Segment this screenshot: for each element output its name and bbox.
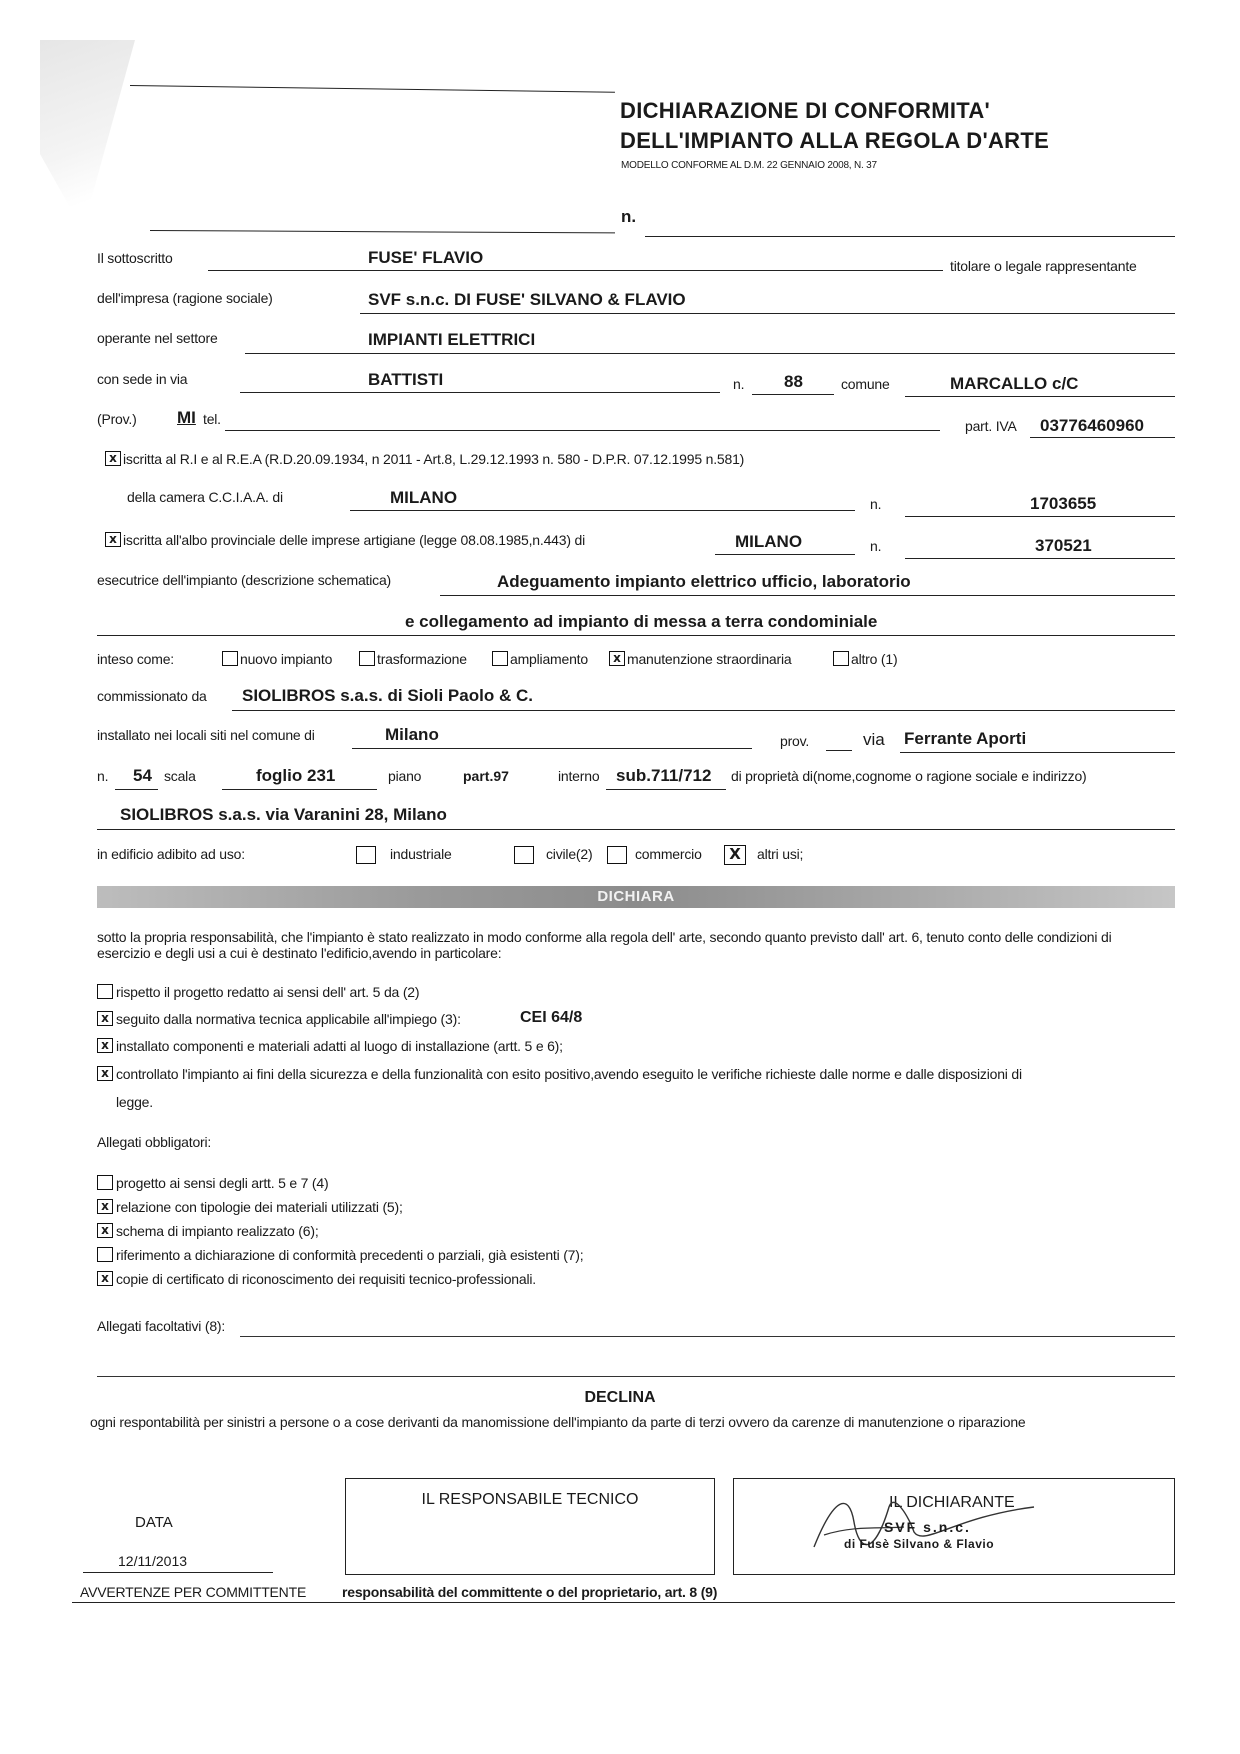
tel-label: tel. <box>203 411 221 427</box>
albo-n-line <box>905 558 1175 559</box>
impresa-line <box>360 313 1175 314</box>
piva-line <box>1030 437 1175 438</box>
esecutrice-line-1 <box>440 595 1175 596</box>
sede-label: con sede in via <box>97 371 188 387</box>
civico-value: 88 <box>784 372 803 391</box>
comune-label: comune <box>841 376 890 392</box>
dichiarante-label: IL DICHIARANTE <box>889 1494 1015 1511</box>
dichiara-item-4-text: controllato l'impianto ai fini della sicurezza e della funzionalità con esito positivo,avendo eseguito le verifiche richieste dalle norme e dalle disposizioni di <box>116 1066 1022 1082</box>
dichiara-band <box>97 886 1175 908</box>
proprietario-line <box>97 829 1175 830</box>
doc-subtitle: MODELLO CONFORME AL D.M. 22 GENNAIO 2008, N. 37 <box>621 160 877 171</box>
avvertenze-text: responsabilità del committente o del proprietario, art. 8 (9) <box>342 1584 718 1600</box>
sottoscritto-value: FUSE' FLAVIO <box>368 248 484 267</box>
impresa-value: SVF s.n.c. DI FUSE' SILVANO & FLAVIO <box>368 290 686 309</box>
data-label: DATA <box>135 1514 173 1531</box>
albo-n-value: 370521 <box>1035 536 1092 555</box>
allegato-4-text: riferimento a dichiarazione di conformità precedenti o parziali, già esistenti (7); <box>116 1247 584 1263</box>
dichiara-item-4-text-cont: legge. <box>116 1094 153 1110</box>
inteso-ampliamento-checkbox[interactable] <box>492 651 508 666</box>
sottoscritto-line <box>208 270 943 271</box>
scala-label: scala <box>164 768 196 784</box>
allegato-3-checkbox[interactable]: x <box>97 1223 113 1238</box>
allegato-1-checkbox[interactable] <box>97 1175 113 1190</box>
esecutrice-label: esecutrice dell'impianto (descrizione schematica) <box>97 572 392 588</box>
allegato-5-text: copie di certificato di riconoscimento dei requisiti tecnico-professionali. <box>116 1271 536 1287</box>
responsabile-tecnico-label: IL RESPONSABILE TECNICO <box>421 1491 639 1508</box>
via-label: via <box>863 730 885 749</box>
n2-label: n. <box>97 768 109 784</box>
doc-number-line-left <box>150 230 615 233</box>
rea-text: iscritta al R.I e al R.E.A (R.D.20.09.1934, n 2011 - Art.8, L.29.12.1993 n. 580 - D.P.R. 07.12.1995 n.581) <box>123 451 745 467</box>
settore-label: operante nel settore <box>97 330 218 346</box>
uso-commercio-label: commercio <box>635 846 702 862</box>
installato-value: Milano <box>385 725 439 744</box>
dichiara-intro: sotto la propria responsabilità, che l'impianto è stato realizzato in modo conforme alla regola dell' arte, secondo quanto previsto dall' art. 6, tenuto conto delle condizioni di esercizio e degli usi a cui è destinato l'edificio,avendo in particolare: <box>97 929 1112 961</box>
esecutrice-value-1: Adeguamento impianto elettrico ufficio, laboratorio <box>497 572 911 591</box>
inteso-trasformazione-label: trasformazione <box>377 651 467 667</box>
sede-value: BATTISTI <box>368 370 444 389</box>
uso-civile-label: civile(2) <box>546 846 593 862</box>
albo-checkbox[interactable]: x <box>105 532 121 547</box>
doc-number-line-right <box>645 236 1175 237</box>
via-line <box>900 752 1175 753</box>
uso-commercio-checkbox[interactable] <box>607 846 627 864</box>
interno-value: sub.711/712 <box>616 766 712 785</box>
dichiara-item-1-text: rispetto il progetto redatto ai sensi dell' art. 5 da (2) <box>116 984 420 1000</box>
prov2-label: prov. <box>780 733 810 749</box>
cciaa-n-label: n. <box>870 496 882 512</box>
cciaa-value: MILANO <box>390 488 458 507</box>
inteso-manutenzione-label: manutenzione straordinaria <box>627 651 792 667</box>
piva-value: 03776460960 <box>1040 416 1145 435</box>
avvertenze-label: AVVERTENZE PER COMMITTENTE <box>80 1584 307 1600</box>
scala-line <box>222 789 377 790</box>
allegati-facoltativi-line <box>240 1336 1175 1337</box>
n2-line <box>115 789 158 790</box>
inteso-altro-label: altro (1) <box>851 651 898 667</box>
prov2-line <box>826 750 852 751</box>
installato-line <box>352 748 752 749</box>
inteso-nuovo-checkbox[interactable] <box>222 651 238 666</box>
via-value: Ferrante Aporti <box>904 729 1027 748</box>
dichiara-item-2-value: CEI 64/8 <box>520 1009 583 1026</box>
allegato-5-checkbox[interactable]: x <box>97 1271 113 1286</box>
dichiara-item-2-checkbox[interactable]: x <box>97 1011 113 1026</box>
allegati-facoltativi-label: Allegati facoltativi (8): <box>97 1318 226 1334</box>
dichiara-item-3-text: installato componenti e materiali adatti al luogo di installazione (artt. 5 e 6); <box>116 1038 563 1054</box>
doc-title-line2: DELL'IMPIANTO ALLA REGOLA D'ARTE <box>620 128 1050 153</box>
allegati-obbligatori-label: Allegati obbligatori: <box>97 1134 212 1150</box>
sede-line <box>240 392 720 393</box>
inteso-trasformazione-checkbox[interactable] <box>359 651 375 666</box>
esecutrice-value-2: e collegamento ad impianto di messa a terra condominiale <box>405 612 878 631</box>
data-value: 12/11/2013 <box>118 1553 188 1569</box>
albo-text: iscritta all'albo provinciale delle imprese artigiane (legge 08.08.1985,n.443) di <box>123 532 585 548</box>
commissionato-value: SIOLIBROS s.a.s. di Sioli Paolo & C. <box>242 686 533 705</box>
dichiara-band-label: DICHIARA <box>597 888 675 905</box>
civico-label: n. <box>733 376 745 392</box>
data-line <box>83 1572 273 1573</box>
stamp-line-1: SVF s.n.c. <box>884 1519 971 1535</box>
uso-altri-checkbox[interactable]: X <box>724 845 746 865</box>
scan-fold-shadow <box>40 40 135 230</box>
proprieta-label: di proprietà di(nome,cognome o ragione sociale e indirizzo) <box>731 768 1087 784</box>
declina-text: ogni respontabilità per sinistri a persone o a cose derivanti da manomissione dell'impianto da parte di terzi ovvero da carenze di manutenzione o riparazione <box>90 1414 1026 1430</box>
uso-industriale-checkbox[interactable] <box>356 846 376 864</box>
settore-line <box>245 353 1175 354</box>
avvertenze-line <box>72 1602 1175 1603</box>
titolare-label: titolare o legale rappresentante <box>950 258 1137 274</box>
dichiarante-box[interactable] <box>733 1478 1175 1575</box>
doc-number-label: n. <box>621 207 637 226</box>
prov-value: MI <box>177 408 196 427</box>
dichiara-item-1-checkbox[interactable] <box>97 984 113 999</box>
dichiara-item-3-checkbox[interactable]: x <box>97 1038 113 1053</box>
interno-label: interno <box>558 768 600 784</box>
declina-title: DECLINA <box>584 1389 656 1406</box>
cciaa-n-line <box>905 516 1175 517</box>
responsabile-tecnico-box[interactable] <box>345 1478 715 1575</box>
tel-line <box>225 430 940 431</box>
albo-city: MILANO <box>735 532 803 551</box>
edificio-label: in edificio adibito ad uso: <box>97 846 245 862</box>
n2-value: 54 <box>133 766 152 785</box>
allegati-facoltativi-line-2 <box>97 1376 1175 1377</box>
proprietario-value: SIOLIBROS s.a.s. via Varanini 28, Milano <box>120 805 447 824</box>
uso-civile-checkbox[interactable] <box>514 846 534 864</box>
allegato-2-text: relazione con tipologie dei materiali utilizzati (5); <box>116 1199 403 1215</box>
sottoscritto-label: Il sottoscritto <box>97 250 173 266</box>
piano-value: part.97 <box>463 768 509 784</box>
stamp-line-2: di Fusè Silvano & Flavio <box>844 1537 995 1551</box>
scala-value: foglio 231 <box>256 766 336 785</box>
dichiara-item-2-text: seguito dalla normativa tecnica applicabile all'impiego (3): <box>116 1011 461 1027</box>
uso-altri-label: altri usi; <box>757 846 804 862</box>
commissionato-line <box>232 710 1175 711</box>
allegato-3-text: schema di impianto realizzato (6); <box>116 1223 319 1239</box>
allegato-4-checkbox[interactable] <box>97 1247 113 1262</box>
comune-line <box>905 396 1175 397</box>
cciaa-n-value: 1703655 <box>1030 494 1097 513</box>
settore-value: IMPIANTI ELETTRICI <box>368 330 536 349</box>
inteso-nuovo-label: nuovo impianto <box>240 651 333 667</box>
albo-city-line <box>715 554 855 555</box>
piva-label: part. IVA <box>965 418 1017 434</box>
inteso-label: inteso come: <box>97 651 174 667</box>
commissionato-label: commissionato da <box>97 688 207 704</box>
piano-label: piano <box>388 768 422 784</box>
inteso-ampliamento-label: ampliamento <box>510 651 588 667</box>
installato-label: installato nei locali siti nel comune di <box>97 727 315 743</box>
cciaa-line <box>350 510 855 511</box>
inteso-manutenzione-checkbox[interactable]: x <box>609 651 625 666</box>
uso-industriale-label: industriale <box>390 846 452 862</box>
comune-value: MARCALLO c/C <box>950 374 1079 393</box>
cciaa-label: della camera C.C.I.A.A. di <box>127 489 283 505</box>
civico-line <box>752 394 834 395</box>
impresa-label: dell'impresa (ragione sociale) <box>97 290 273 306</box>
rea-checkbox[interactable]: x <box>105 451 121 466</box>
esecutrice-line-2 <box>97 635 1175 636</box>
interno-line <box>606 789 726 790</box>
albo-n-label: n. <box>870 538 882 554</box>
allegato-1-text: progetto ai sensi degli artt. 5 e 7 (4) <box>116 1175 329 1191</box>
inteso-altro-checkbox[interactable] <box>833 651 849 666</box>
dichiara-item-4-checkbox[interactable]: x <box>97 1066 113 1081</box>
doc-title-line1: DICHIARAZIONE DI CONFORMITA' <box>620 98 991 123</box>
allegato-2-checkbox[interactable]: x <box>97 1199 113 1214</box>
header-top-rule <box>130 85 615 93</box>
prov-label: (Prov.) <box>97 411 137 427</box>
